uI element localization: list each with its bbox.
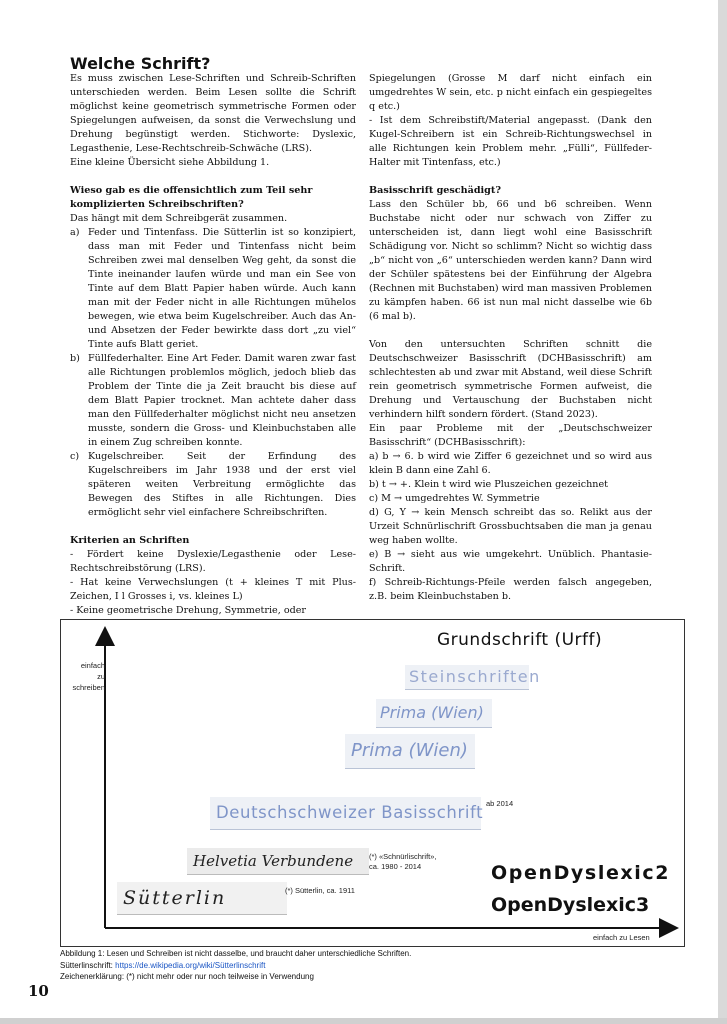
figure-caption [60,948,685,983]
problem-item: e) B → sieht aus wie umgekehrt. Unüblich. Phantasie-Schrift. [369,549,652,574]
caption-source [60,960,685,972]
page-title: Welche Schrift? [70,54,211,73]
helvetia-sample: Helvetia Verbundene [187,848,369,875]
x-axis-label: einfach zu Lesen [593,933,650,942]
problem-item: a) b → 6. b wird wie Ziffer 6 gezeichnet und so wird aus klein B dann eine Zahl 6. [369,451,652,476]
list-marker: a) [70,227,80,238]
figure-1 [60,619,685,947]
problem-item: d) G, Y → kein Mensch schreibt das so. Relikt aus der Urzeit Schnürlischrift Grossbuchtsaben die man ja genau weg haben wollte. [369,507,652,546]
page-number: 10 [28,982,49,1000]
y-axis-label-line: einfach [80,661,105,670]
steinschriften-sample: Steinschriften [405,665,529,690]
prima-sample-1: Prima (Wien) [376,699,492,728]
y-axis-label [63,660,105,693]
damaged-paragraph: Lass den Schüler bb, 66 und b6 schreiben. Wenn Buchstabe nicht oder nur schwach von Ziffer zu unterscheiden ist, dann liegt wohl eine Basisschrift Schädigung vor. Nicht so schlimm? Nicht so wichtig dass „b“ nicht von „6“ unterschieden werden kann? Dann wird der Schüler spätestens bei der Einführung der Algebra (Rechnen mit Buchstaben) wird man massiven Problemen zu kämpfen haben. 66 ist nun mal nicht dasselbe wie 6b (6 mal b). [369,199,652,322]
heading-why-sub: Das hängt mit dem Schreibgerät zusammen. [70,213,288,224]
criteria-item: - Fördert keine Dyslexie/Legasthenie oder Lese-Rechtschreibstörung (LRS). [70,549,356,574]
list-item [70,352,356,450]
criteria-item: - Hat keine Verwechslungen (t + kleines T mit Plus-Zeichen, I l Grosses i, vs. kleines L) [70,577,356,602]
helvetia-note-line: ca. 1980 - 2014 [369,862,422,871]
caption-legend: Zeichenerklärung: (*) nicht mehr oder nur noch teilweise in Verwendung [60,972,314,981]
left-column [70,72,356,618]
helvetia-note-line: (*) «Schnürlischrift», [369,852,437,861]
helvetia-note [369,852,437,872]
y-axis-label-line: schreiben [72,683,105,692]
criteria-item: - Ist dem Schreibstift/Material angepasst. (Dank den Kugel-Schreibern ist ein Schreib-Richtungswechsel in alle Richtungen kein Problem mehr. „Fülli“, Füllfeder-Halter mit Tintenfass, etc.) [369,115,652,168]
problems-intro: Ein paar Probleme mit der „Deutschschweizer Basisschrift“ (DCHBasisschrift): [369,423,652,448]
criteria-item: - Keine geometrische Drehung, Symmetrie, oder [70,605,306,616]
writing-tool-list [70,226,356,520]
list-marker: c) [70,451,80,462]
list-item-text: Kugelschreiber. Seit der Erfindung des Kugelschreibers im Jahr 1938 und der erst viel späteren weiten Verbreitung ermöglichte das Bewegen des Stiftes in alle Richtungen. Dies ermöglicht sehr viel einfachere Schreibschriften. [88,451,356,518]
page-edge-bottom [0,1018,727,1024]
comparison-paragraph: Von den untersuchten Schriften schnitt die Deutschschweizer Basisschrift (DCHBasisschrift) am schlechtesten ab und zwar mit Abstand, weil diese Schrift rein geometrisch symmetrische Formen aufweist, die Drehung und Vertauschung der Buchstaben nicht verhindern hilft sondern fördert. (Stand 2023). [369,339,652,420]
opendyslexic3-sample: OpenDyslexic3 [491,894,650,916]
dch-note: ab 2014 [486,799,514,808]
list-item [70,450,356,520]
list-item-text: Feder und Tintenfass. Die Sütterlin ist so konzipiert, dass man mit Feder und Tintenfass nicht beim Schreiben zwei mal denselben Weg geht, da sonst die Tinte ineinander laufen würde und man ein See von Tinte auf dem Blatt Papier haben würde. Auch kann man mit der Feder nicht in alle Richtungen mühelos bewegen, wie etwa beim Kugelschreiber. Auch das An- und Absetzen der Feder bewirkte dass dort „zu viel“ Tinte aufs Blatt geriet. [88,227,356,350]
problem-item: c) M → umgedrehtes W. Symmetrie [369,493,540,504]
list-item-text: Füllfederhalter. Eine Art Feder. Damit waren zwar fast alle Richtungen problemlos möglich, jedoch blieb das Problem der Tinte die ja Zeit braucht bis diese auf dem Blatt Papier trocknet. Man achtete daher dass man den Füllfederhalter möglichst nicht neu ansetzen musste, sondern die Gross- und Kleinbuchstaben alle in einem Zug schreiben konnte. [88,353,356,448]
heading-criteria: Kriterien an Schriften [70,535,190,546]
right-column [369,72,652,604]
problem-item: f) Schreib-Richtungs-Pfeile werden falsch angegeben, z.B. beim Kleinbuchstaben b. [369,577,652,602]
suetterlin-link[interactable]: https://de.wikipedia.org/wiki/Sütterlinschrift [115,960,266,970]
problem-item: b) t → +. Klein t wird wie Pluszeichen gezeichnet [369,479,609,490]
opendyslexic2-sample: OpenDyslexic2 [491,862,671,884]
dch-basisschrift-sample: Deutschschweizer Basisschrift [210,797,481,830]
caption-source-label: Sütterlinschrift: [60,960,116,970]
list-item [70,226,356,352]
prima-sample-2: Prima (Wien) [345,734,475,769]
caption-line: Abbildung 1: Lesen und Schreiben ist nicht dasselbe, und braucht daher unterschiedliche Schriften. [60,949,412,958]
intro-paragraph: Es muss zwischen Lese-Schriften und Schreib-Schriften unterschieden werden. Beim Lesen sollte die Schrift möglichst keine geometrisch symmetrische Formen oder Spiegelungen aufweisen, da sonst die Verwechslung und Drehung begünstigt werden. Stichworte: Dyslexic, Legasthenie, Lese-Rechtschreib-Schwäche (LRS). [70,73,356,154]
page-edge [718,0,727,1024]
grundschrift-sample: Grundschrift (Urff) [437,630,603,650]
heading-damaged: Basisschrift geschädigt? [369,185,501,196]
criteria-continued: Spiegelungen (Grosse M darf nicht einfach ein umgedrehtes W sein, etc. p nicht einfach ein gespiegeltes q etc.) [369,73,652,112]
heading-why: Wieso gab es die offensichtlich zum Teil sehr komplizierten Schreibschriften? [70,185,313,210]
list-marker: b) [70,353,80,364]
suetterlin-sample: Sütterlin [117,882,287,915]
suetterlin-note: (*) Sütterlin, ca. 1911 [285,886,355,895]
intro-reference: Eine kleine Übersicht siehe Abbildung 1. [70,157,270,168]
y-axis-label-line: zu [97,672,105,681]
